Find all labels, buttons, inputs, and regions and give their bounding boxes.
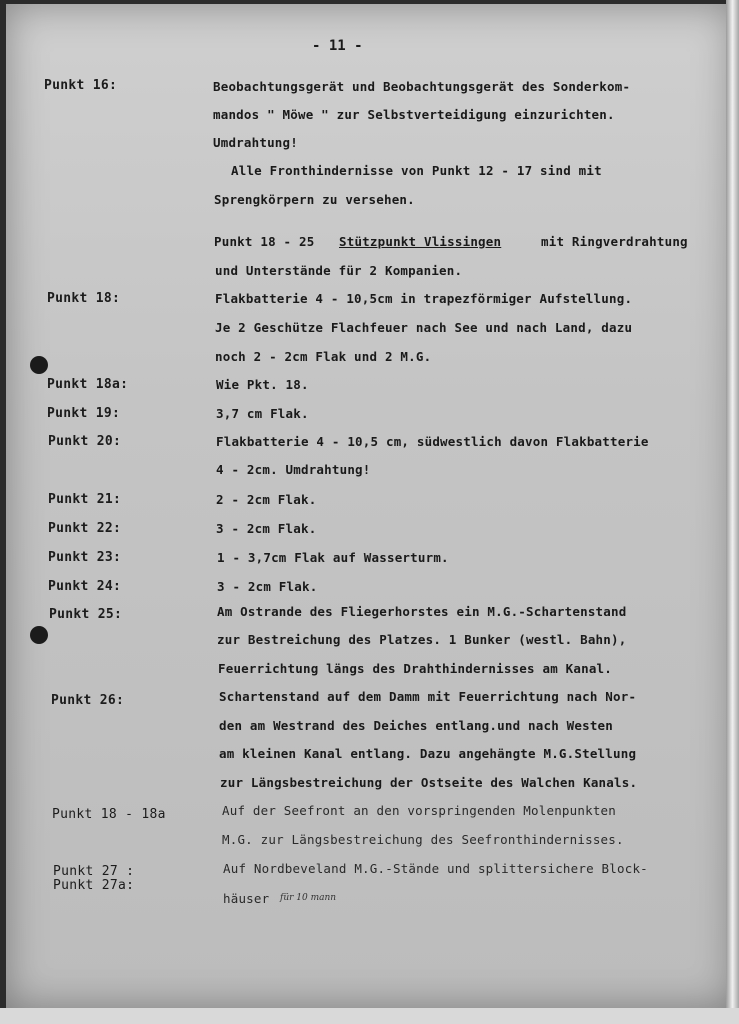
text-line: Auf Nordbeveland M.G.-Stände und splittersichere Block-	[223, 861, 648, 876]
text-line: 2 - 2cm Flak.	[216, 492, 317, 507]
label-punkt-18a: Punkt 18a:	[47, 377, 129, 392]
text-line: Schartenstand auf dem Damm mit Feuerrichtung nach Nor-	[219, 689, 637, 704]
text-line: 3,7 cm Flak.	[216, 406, 309, 421]
text-line: Am Ostrande des Fliegerhorstes ein M.G.-Schartenstand	[217, 604, 627, 619]
text-line: Sprengkörpern zu versehen.	[214, 192, 415, 207]
text-line: Je 2 Geschütze Flachfeuer nach See und nach Land, dazu	[215, 320, 633, 335]
text-line: Umdrahtung!	[213, 135, 298, 150]
label-punkt-21: Punkt 21:	[48, 492, 122, 507]
label-punkt-23: Punkt 23:	[48, 550, 122, 565]
label-punkt-18-18a: Punkt 18 - 18a	[52, 807, 166, 822]
text-line: noch 2 - 2cm Flak und 2 M.G.	[215, 349, 432, 364]
text-line: 3 - 2cm Flak.	[216, 521, 317, 536]
text-line: M.G. zur Längsbestreichung des Seefronthindernisses.	[222, 832, 624, 847]
text-line: und Unterstände für 2 Kompanien.	[215, 263, 463, 278]
label-punkt-19: Punkt 19:	[47, 406, 121, 421]
label-punkt-20: Punkt 20:	[48, 434, 122, 449]
text-line: Punkt 18 - 25	[214, 234, 315, 249]
label-punkt-16: Punkt 16:	[44, 78, 118, 93]
text-line: am kleinen Kanal entlang. Dazu angehängte M.G.Stellung	[219, 746, 637, 761]
handwritten-note: für 10 mann	[280, 893, 337, 903]
label-punkt-27a: Punkt 27a:	[53, 878, 135, 893]
label-punkt-25: Punkt 25:	[49, 607, 123, 622]
label-punkt-26: Punkt 26:	[51, 693, 125, 708]
label-punkt-22: Punkt 22:	[48, 521, 122, 536]
text-line: zur Längsbestreichung der Ostseite des Walchen Kanals.	[220, 775, 638, 790]
text-line: 3 - 2cm Flak.	[217, 579, 318, 594]
page-number: - 11 -	[312, 38, 363, 54]
text-line: Feuerrichtung längs des Drahthindernisses am Kanal.	[218, 661, 613, 676]
punch-hole-icon	[30, 626, 48, 644]
text-line: zur Bestreichung des Platzes. 1 Bunker (westl. Bahn),	[217, 632, 627, 647]
text-line: Alle Fronthindernisse von Punkt 12 - 17 sind mit	[231, 163, 602, 178]
text-line: häuser	[223, 891, 270, 906]
heading-stuetzpunkt: Stützpunkt Vlissingen	[339, 234, 502, 249]
text-line: 4 - 2cm. Umdrahtung!	[216, 462, 371, 477]
text-line: Auf der Seefront an den vorspringenden Molenpunkten	[222, 803, 617, 818]
text-line: Flakbatterie 4 - 10,5cm in trapezförmiger Aufstellung.	[215, 291, 633, 306]
label-punkt-18: Punkt 18:	[47, 291, 121, 306]
text-line: mit Ringverdrahtung	[541, 234, 688, 249]
text-line: Beobachtungsgerät und Beobachtungsgerät des Sonderkom-	[213, 79, 631, 94]
label-punkt-27: Punkt 27 :	[53, 864, 135, 879]
text-line: 1 - 3,7cm Flak auf Wasserturm.	[217, 550, 449, 565]
text-line: mandos " Möwe " zur Selbstverteidigung einzurichten.	[213, 107, 615, 122]
text-line: Wie Pkt. 18.	[216, 377, 309, 392]
label-punkt-24: Punkt 24:	[48, 579, 122, 594]
page-edge-bottom	[0, 1008, 739, 1024]
text-line: den am Westrand des Deiches entlang.und nach Westen	[219, 718, 614, 733]
punch-hole-icon	[30, 356, 48, 374]
text-line: Flakbatterie 4 - 10,5 cm, südwestlich davon Flakbatterie	[216, 434, 649, 449]
page-edge-right	[726, 0, 739, 1024]
